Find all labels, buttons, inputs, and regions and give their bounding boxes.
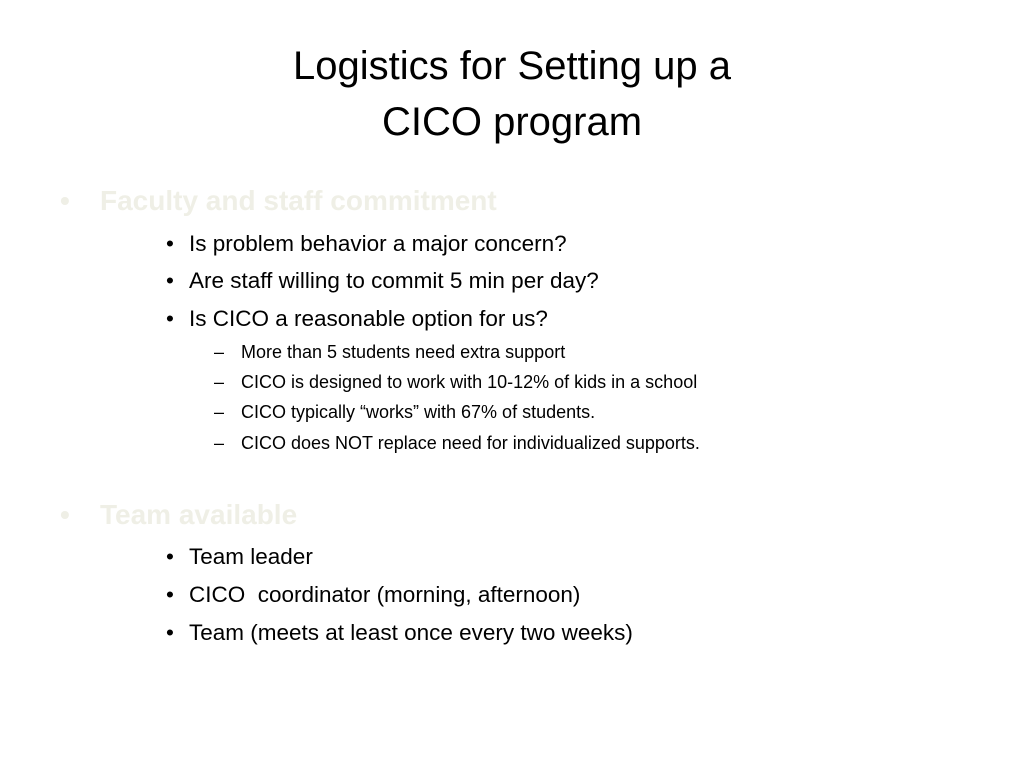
- sub-list-item: [214, 370, 697, 394]
- bullet-icon: •: [166, 231, 174, 256]
- section-heading-faculty: [60, 184, 497, 218]
- section-heading-text: Faculty and staff commitment: [100, 185, 497, 216]
- list-item-text: Team leader: [189, 544, 313, 569]
- list-item: [166, 266, 599, 296]
- list-item: [166, 304, 548, 334]
- sub-list-item-text: CICO is designed to work with 10-12% of kids in a school: [241, 372, 698, 392]
- sub-list-item: [214, 400, 595, 424]
- dash-icon: –: [214, 342, 225, 362]
- sub-list-item: [214, 340, 565, 364]
- list-item-text: Are staff willing to commit 5 min per day?: [189, 268, 599, 293]
- list-item: [166, 618, 633, 648]
- sub-list-item-text: CICO does NOT replace need for individualized supports.: [241, 433, 700, 453]
- list-item-text: Is problem behavior a major concern?: [189, 231, 567, 256]
- bullet-icon: •: [166, 620, 174, 645]
- dash-icon: –: [214, 402, 225, 422]
- dash-icon: –: [214, 372, 225, 392]
- sub-list-item-text: More than 5 students need extra support: [241, 342, 566, 362]
- section-heading-team: [60, 498, 297, 532]
- list-item-text: Team (meets at least once every two weeks): [189, 620, 633, 645]
- list-item: [166, 229, 567, 259]
- title-line-2: CICO program: [381, 100, 643, 144]
- sub-list-item-text: CICO typically “works” with 67% of students.: [241, 402, 596, 422]
- list-item: [166, 542, 313, 572]
- sub-list-item: [214, 431, 700, 455]
- bullet-icon: •: [60, 185, 70, 216]
- bullet-icon: •: [60, 499, 70, 530]
- bullet-icon: •: [166, 582, 174, 607]
- list-item-text: CICO coordinator (morning, afternoon): [189, 582, 581, 607]
- section-heading-text: Team available: [100, 499, 298, 530]
- list-item: [166, 580, 580, 610]
- list-item-text: Is CICO a reasonable option for us?: [189, 306, 548, 331]
- bullet-icon: •: [166, 268, 174, 293]
- title-line-1: Logistics for Setting up a: [292, 44, 732, 88]
- bullet-icon: •: [166, 544, 174, 569]
- dash-icon: –: [214, 433, 225, 453]
- bullet-icon: •: [166, 306, 174, 331]
- slide-title: [0, 38, 1024, 150]
